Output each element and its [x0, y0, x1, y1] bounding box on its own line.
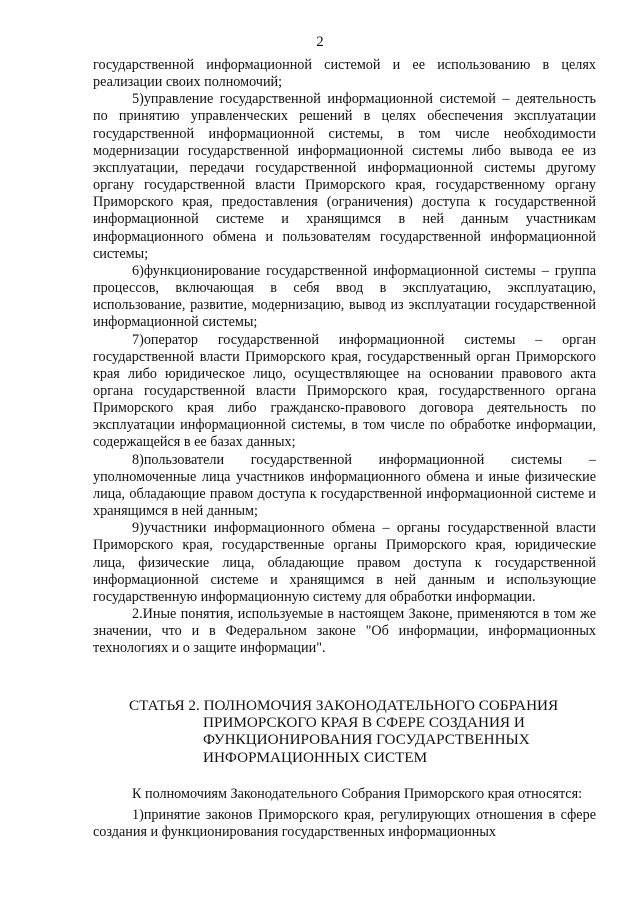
paragraph-definition-9: 9)участники информационного обмена – органы государственной власти Приморского края, государственные органы Приморского края, юридические лица, физические лица, обладающие правом доступа к государственной информационной системе и хранящимся в ней данным и использующие государственную информационную систему для обработки информации. — [93, 520, 596, 605]
heading-line: ПРИМОРСКОГО КРАЯ В СФЕРЕ СОЗДАНИЯ И — [203, 714, 525, 732]
paragraph-continuation: государственной информационной системой и ее использованию в целях реализации своих полномочий; — [93, 57, 596, 91]
paragraph-power-1: 1)принятие законов Приморского края, регулирующих отношения в сфере создания и функционирования государственных информационных — [93, 807, 596, 841]
heading-line: ИНФОРМАЦИОННЫХ СИСТЕМ — [203, 748, 428, 766]
page-number: 2 — [316, 34, 324, 50]
body-text — [93, 57, 596, 657]
paragraph-other-terms: 2.Иные понятия, используемые в настоящем Законе, применяются в том же значении, что и в Федеральном законе "Об информации, информационных технологиях и о защите информации". — [93, 606, 596, 657]
paragraph-powers-intro: К полномочиям Законодательного Собрания Приморского края относятся: — [132, 786, 583, 802]
article-heading — [93, 697, 596, 766]
paragraph-definition-5: 5)управление государственной информационной системой – деятельность по принятию управленческих решений в целях обеспечения эксплуатации государственной информационной системы, в том числе необходимости модернизации государственной информационной системы либо вывода ее из эксплуатации, передачи государственной информационной системы другому органу государственной власти Приморского края, государственному органу Приморского края, предоставления (ограничения) доступа к государственной информационной системе и хранящимся в ней данным участникам информационного обмена и пользователям государственной информационной системы; — [93, 91, 596, 262]
article-body — [93, 786, 596, 841]
paragraph-definition-8: 8)пользователи государственной информационной системы – уполномоченные лица участников информационного обмена и иные физические лица, обладающие правом доступа к государственной информационной системе и хранящимся в ней данным; — [93, 451, 596, 520]
heading-line: ФУНКЦИОНИРОВАНИЯ ГОСУДАРСТВЕННЫХ — [203, 731, 530, 749]
heading-line: СТАТЬЯ 2. ПОЛНОМОЧИЯ ЗАКОНОДАТЕЛЬНОГО СОБРАНИЯ — [129, 697, 559, 714]
paragraph-definition-6: 6)функционирование государственной информационной системы – группа процессов, включающая в себя ввод в эксплуатацию, эксплуатацию, использование, развитие, модернизацию, вывод из эксплуатации государственной информационной системы; — [93, 262, 596, 331]
paragraph-definition-7: 7)оператор государственной информационной системы – орган государственной власти Приморского края, государственный орган Приморского края либо юридическое лицо, осуществляющее на основании правового акта органа государственной власти Приморского края, государственного органа Приморского края либо гражданско-правового договора деятельность по эксплуатации информационной системы, в том числе по обработке информации, содержащейся в ее базах данных; — [93, 331, 596, 451]
